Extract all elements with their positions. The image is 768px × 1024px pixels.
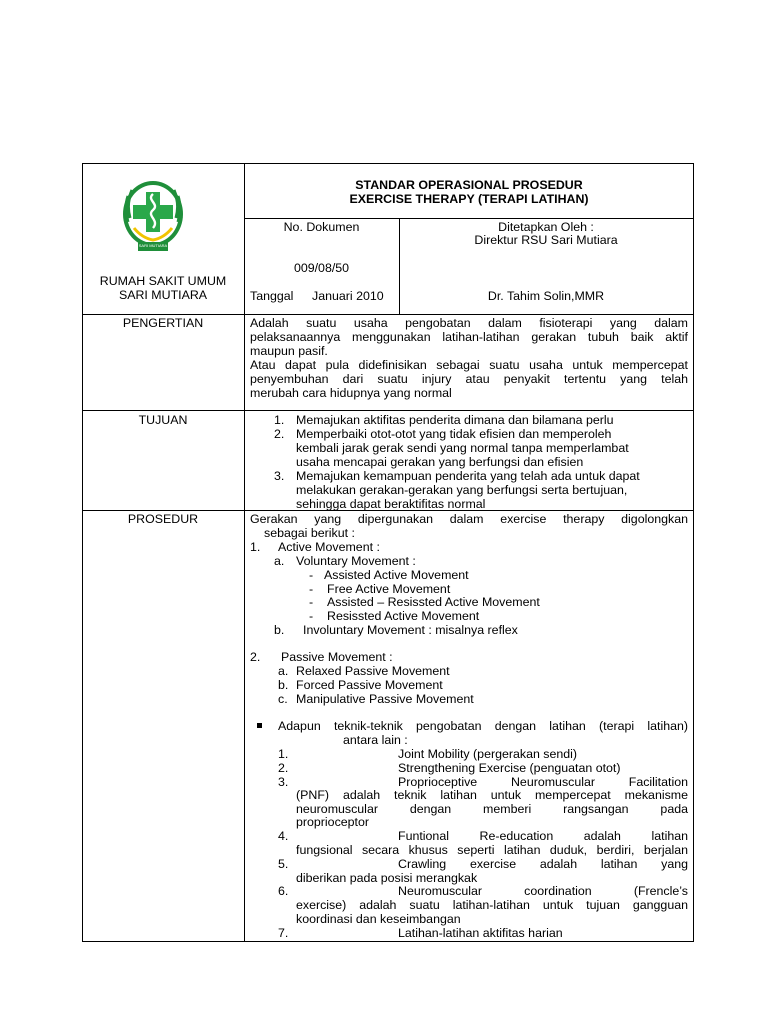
tujuan-item-2-line-1: Memperbaiki otot-otot yang tidak efisien dan memperoleh <box>296 427 612 441</box>
teknik-number: 3. <box>278 775 289 789</box>
passive-item-3: Manipulative Passive Movement <box>296 692 474 706</box>
ditetapkan-label: Ditetapkan Oleh : <box>498 220 594 234</box>
active-movement-number: 1. <box>250 540 261 554</box>
passive-movement-number: 2. <box>250 650 261 664</box>
teknik-number: 2. <box>278 761 289 775</box>
teknik-item-6-line-2: exercise) adalah suatu latihan-latihan untuk tujuan gangguan <box>296 898 688 912</box>
voluntary-dash: - <box>309 595 314 609</box>
signatory-name: Dr. Tahim Solin,MMR <box>487 289 605 303</box>
header-divider <box>82 314 694 315</box>
no-dokumen-value: 009/08/50 <box>293 261 350 275</box>
title-line-2: EXERCISE THERAPY (TERAPI LATIHAN) <box>349 192 589 206</box>
pengertian-line-2: pelaksanaannya menggunakan latihan-latihan gerakan tubuh baik aktif <box>250 330 688 344</box>
passive-item-letter: a. <box>278 664 289 678</box>
passive-item-letter: b. <box>278 678 289 692</box>
teknik-item-2: Strengthening Exercise (penguatan otot) <box>398 761 621 775</box>
tujuan-item-3-line-1: Memajukan kemampuan penderita yang telah ada untuk dapat <box>296 469 640 483</box>
pengertian-line-5: penyembuhan dari suatu injury atau penyakit tertentu yang telah <box>250 372 688 386</box>
passive-movement-label: Passive Movement : <box>281 650 393 664</box>
teknik-item-5-line-1: Crawling exercise adalah latihan yang <box>398 857 688 871</box>
tujuan-item-2-number: 2. <box>274 427 285 441</box>
prosedur-intro-line-1: Gerakan yang dipergunakan dalam exercise therapy digolongkan <box>250 512 688 526</box>
voluntary-item-1: Assisted Active Movement <box>324 568 469 582</box>
title-line-1: STANDAR OPERASIONAL PROSEDUR <box>355 178 583 192</box>
passive-item-2: Forced Passive Movement <box>296 678 443 692</box>
tujuan-item-3-line-3: sehingga dapat beraktifitas normal <box>296 497 486 511</box>
teknik-number: 7. <box>278 926 289 940</box>
bullet-square-icon <box>257 723 262 728</box>
teknik-item-3-line-1: Proprioceptive Neuromuscular Facilitation <box>398 775 688 789</box>
pengertian-line-3: maupun pasif. <box>250 344 328 358</box>
no-dokumen-label: No. Dokumen <box>283 220 360 234</box>
voluntary-letter: a. <box>274 554 285 568</box>
teknik-item-3-line-3: neuromuscular dengan memberi rangsangan pada <box>296 802 688 816</box>
voluntary-item-3: Assisted – Resissted Active Movement <box>327 595 540 609</box>
table-border-bottom <box>82 941 694 942</box>
passive-item-1: Relaxed Passive Movement <box>296 664 450 678</box>
teknik-number: 1. <box>278 747 289 761</box>
teknik-number: 6. <box>278 884 289 898</box>
teknik-item-5-line-2: diberikan pada posisi merangkak <box>296 871 478 885</box>
hospital-logo <box>120 178 186 256</box>
teknik-item-1: Joint Mobility (pergerakan sendi) <box>398 747 578 761</box>
tujuan-item-2-line-2: kembali jarak gerak sendi yang normal tanpa memperlambat <box>296 441 629 455</box>
pengertian-line-1: Adalah suatu usaha pengobatan dalam fisioterapi yang dalam <box>250 316 688 330</box>
teknik-item-6-line-3: koordinasi dan keseimbangan <box>296 912 461 926</box>
teknik-intro-line-2: antara lain : <box>343 733 408 747</box>
title-divider <box>244 218 694 219</box>
teknik-item-3-line-4: proprioceptor <box>296 815 370 829</box>
active-movement-label: Active Movement : <box>278 540 380 554</box>
teknik-number: 4. <box>278 829 289 843</box>
voluntary-dash: - <box>309 568 314 582</box>
teknik-item-6-line-1: Neuromuscular coordination (Frencle’s <box>398 884 688 898</box>
tanggal-value: Januari 2010 <box>312 289 384 303</box>
table-border-right <box>693 163 694 942</box>
org-name-line-2: SARI MUTIARA <box>118 288 208 302</box>
involuntary-letter: b. <box>274 623 285 637</box>
tujuan-item-3-line-2: melakukan gerakan-gerakan yang berfungsi serta bertujuan, <box>296 483 628 497</box>
logo-text: SARI MUTIARA <box>138 243 168 248</box>
teknik-number: 5. <box>278 857 289 871</box>
pengertian-line-6: merubah cara hidupnya yang normal <box>250 386 452 400</box>
voluntary-dash: - <box>309 582 314 596</box>
prosedur-label: PROSEDUR <box>127 512 199 526</box>
pengertian-divider <box>82 410 694 411</box>
teknik-item-4-line-2: fungsional secara khusus seperti latihan duduk, berdiri, berjalan <box>296 843 688 857</box>
voluntary-label: Voluntary Movement : <box>296 554 416 568</box>
tujuan-item-2-line-3: usaha mencapai gerakan yang berfungsi dan efisien <box>296 455 584 469</box>
teknik-item-3-line-2: (PNF) adalah teknik latihan untuk mempercepat mekanisme <box>296 788 688 802</box>
tujuan-label: TUJUAN <box>138 413 188 427</box>
voluntary-item-4: Resissted Active Movement <box>327 609 480 623</box>
involuntary-label: Involuntary Movement : misalnya reflex <box>303 623 518 637</box>
tujuan-item-1-number: 1. <box>274 413 285 427</box>
org-name-line-1: RUMAH SAKIT UMUM <box>99 274 227 288</box>
passive-item-letter: c. <box>278 692 288 706</box>
teknik-item-7: Latihan-latihan aktifitas harian <box>398 926 563 940</box>
voluntary-item-2: Free Active Movement <box>327 582 451 596</box>
tanggal-label: Tanggal <box>250 289 294 303</box>
teknik-item-4-line-1: Funtional Re-education adalah latihan <box>398 829 688 843</box>
prosedur-intro-line-2: sebagai berikut : <box>264 526 355 540</box>
pengertian-line-4: Atau dapat pula didefinisikan sebagai suatu usaha untuk mempercepat <box>250 358 688 372</box>
tujuan-item-1-line-1: Memajukan aktifitas penderita dimana dan bilamana perlu <box>296 413 614 427</box>
column-divider <box>244 163 245 942</box>
table-border-top <box>82 163 694 164</box>
ditetapkan-by: Direktur RSU Sari Mutiara <box>474 233 618 247</box>
teknik-intro-line-1: Adapun teknik-teknik pengobatan dengan latihan (terapi latihan) <box>278 719 688 733</box>
tujuan-item-3-number: 3. <box>274 469 285 483</box>
pengertian-label: PENGERTIAN <box>122 316 204 330</box>
voluntary-dash: - <box>309 609 314 623</box>
